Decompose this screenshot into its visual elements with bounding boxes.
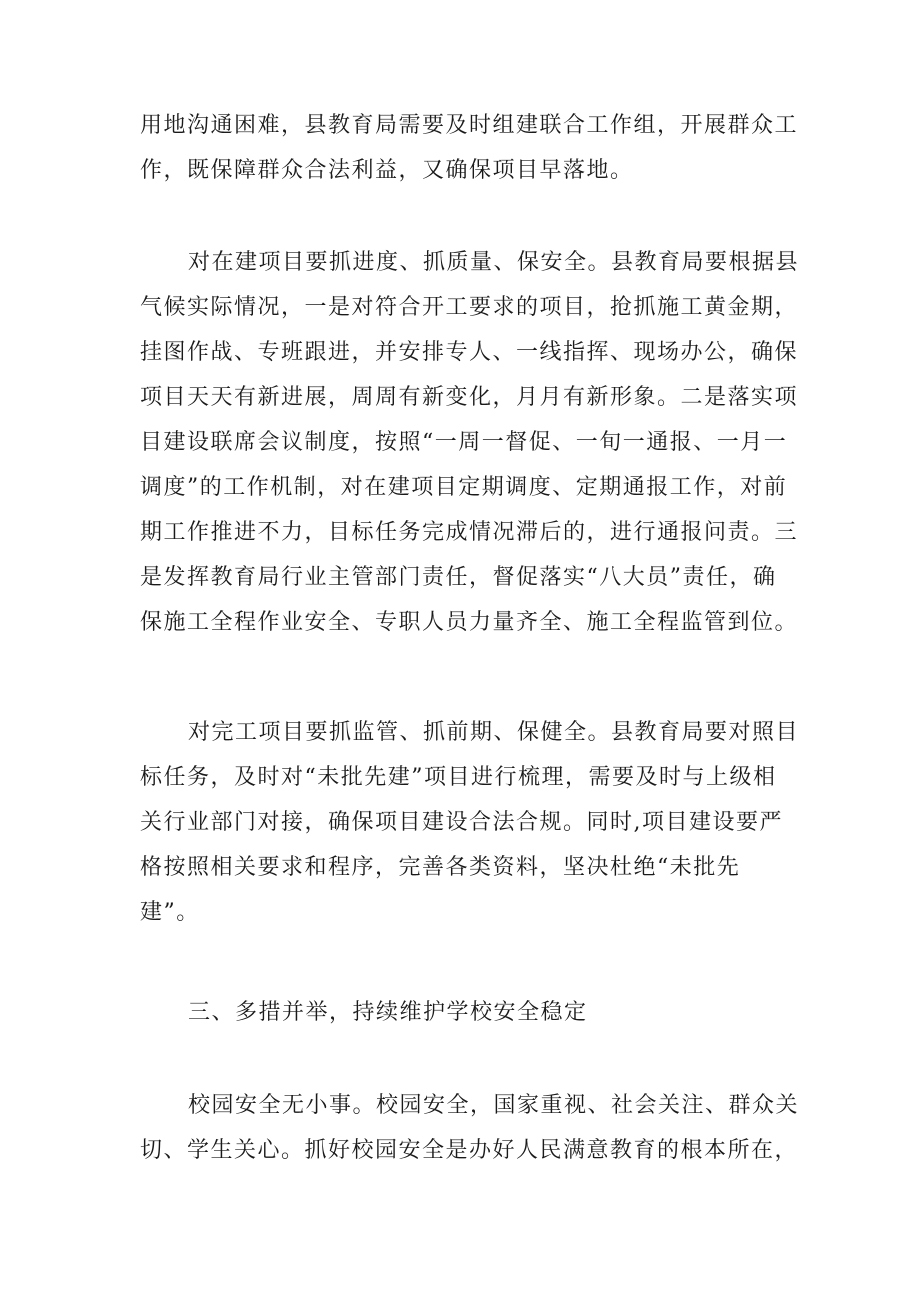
section-heading-text: 三、多措并举，持续维护学校安全稳定 [188,1000,588,1025]
paragraph-campus-safety [140,1083,800,1173]
paragraph-completed-projects [140,710,800,935]
section-heading [140,990,800,1035]
paragraph-projects-under-construction [140,240,800,645]
text-line: 格按照相关要求和程序，完善各类资料，坚决杜绝“未批先 [140,855,741,880]
text-line: 校园安全无小事。校园安全，国家重视、社会关注、群众关 [188,1093,800,1118]
text-line: 挂图作战、专班跟进，并安排专人、一线指挥、现场办公，确保 [140,340,799,365]
text-line: 项目天天有新进展，周周有新变化，月月有新形象。二是落实项 [140,385,799,410]
text-line: 目建设联席会议制度，按照“一周一督促、一旬一通报、一月一 [140,430,788,455]
text-line: 关行业部门对接，确保项目建设合法合规。同时,项目建设要严 [140,810,783,835]
text-line: 是发挥教育局行业主管部门责任，督促落实“八大员”责任，确 [140,565,777,590]
paragraph-land-communication [140,103,800,193]
text-line: 保施工全程作业安全、专职人员力量齐全、施工全程监管到位。 [140,610,799,635]
text-line: 标任务，及时对“未批先建”项目进行梳理，需要及时与上级相 [140,765,777,790]
text-line: 对在建项目要抓进度、抓质量、保安全。县教育局要根据县 [188,250,800,275]
text-line: 建”。 [140,900,200,925]
text-line: 切、学生关心。抓好校园安全是办好人民满意教育的根本所在， [140,1138,799,1163]
text-line: 期工作推进不力，目标任务完成情况滞后的，进行通报问责。三 [140,520,799,545]
text-line: 调度”的工作机制，对在建项目定期调度、定期通报工作，对前 [140,475,788,500]
text-line: 对完工项目要抓监管、抓前期、保健全。县教育局要对照目 [188,720,800,745]
text-line: 用地沟通困难，县教育局需要及时组建联合工作组，开展群众工 [140,113,799,138]
text-line: 气候实际情况，一是对符合开工要求的项目，抢抓施工黄金期， [140,295,799,320]
text-line: 作，既保障群众合法利益，又确保项目早落地。 [140,158,634,183]
